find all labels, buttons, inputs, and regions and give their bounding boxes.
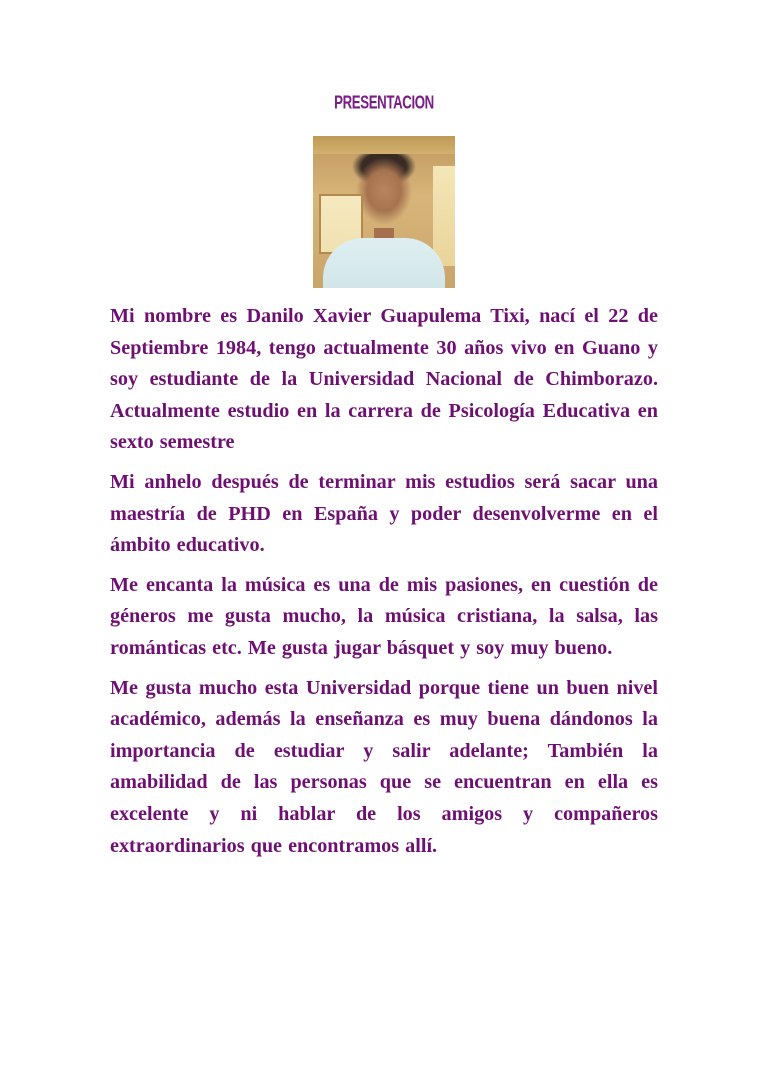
paragraph-aspirations: Mi anhelo después de terminar mis estudios será sacar una maestría de PHD en España y poder desenvolverme en el ámbito educativo. — [110, 470, 658, 557]
photo-ceiling — [313, 136, 455, 154]
photo-shirt — [323, 238, 445, 288]
paragraph-intro: Mi nombre es Danilo Xavier Guapulema Tixi, nací el 22 de Septiembre 1984, tengo actualmente 30 años vivo en Guano y soy estudiante de la Universidad Nacional de Chimborazo. Actualmente estudio en la carrera de Psicología Educativa en sexto semestre — [110, 305, 658, 454]
profile-photo — [313, 136, 455, 288]
page-title: PRESENTACION — [334, 92, 434, 113]
photo-light — [433, 166, 455, 266]
paragraph-hobbies: Me encanta la música es una de mis pasiones, en cuestión de géneros me gusta mucho, la música cristiana, la salsa, las románticas etc. Me gusta jugar básquet y soy muy bueno. — [110, 573, 658, 659]
paragraph-university: Me gusta mucho esta Universidad porque tiene un buen nivel académico, además la enseñanza es muy buena dándonos la importancia de estudiar y salir adelante; También la amabilidad de las personas que se encuentran en ella es excelente y ni hablar de los amigos y compañeros extraordinarios que encontramos allí. — [110, 676, 658, 857]
body-text — [110, 301, 658, 870]
